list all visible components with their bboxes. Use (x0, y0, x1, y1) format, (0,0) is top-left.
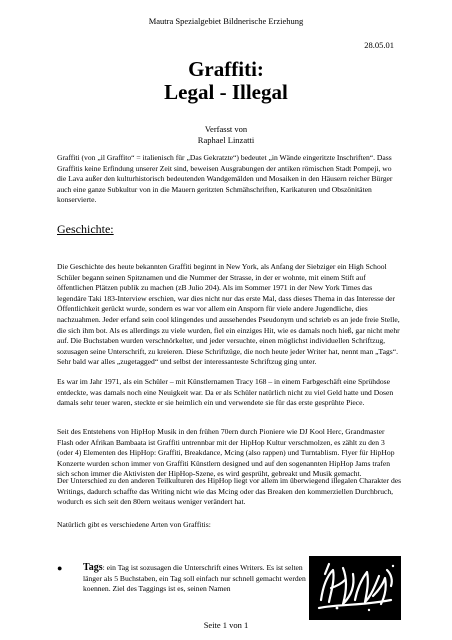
paragraph-spraycan: Es war im Jahr 1971, als ein Schüler – mit Künstlernamen Tracy 168 – in einem Farbgeschäft eine Sprühdose entdeckte, was damals noch eine Neuigkeit war. Da er als Schüler natürlich nicht zu viel Geld hatte und Dosen damals sehr teuer waren, steckte er sie heimlich ein und verwendete sie für das erste gesprühte Piece. (57, 377, 394, 408)
section-heading: Geschichte: (57, 222, 114, 236)
header-subject: Mautra Spezialgebiet Bildnerische Erziehung (148, 16, 304, 26)
page-number: Seite 1 von 1 (203, 620, 249, 630)
intro-paragraph: Graffiti (von „il Graffito“ = italienisch für „Das Gekratzte“) bedeutet „in Wände eingeritzte Inschriften“. Dass Graffitis keine Erfindung unserer Zeit sind, beweisen Ausgrabungen der antiken römischen Stadt Pompeji, wo die Lava außer den kulturhistorisch bedeutenden Wandgemälden und Mosaiken in den Häusern reicher Bürger auch eine ganze Subkultur von in die Mauern geritzten Schmähschriften, Karikaturen und Obszönitäten konservierte. (57, 153, 393, 205)
paragraph-types-intro: Natürlich gibt es verschiedene Arten von Graffitis: (57, 520, 211, 529)
title-line-1: Graffiti: (188, 57, 264, 81)
paragraph-difference: Der Unterschied zu den anderen Teilkulturen des HipHop liegt vor allem im überwiegend illegalen Charakter des Writings, dadurch schaffte das Writing nicht wie das Mcing oder das Breaken den kommerziellen Durchbruch, wodurch es sich seit den 80ern weitaus weniger verändert hat. (57, 476, 402, 507)
bullet-term: Tags (83, 562, 103, 573)
paragraph-history: Die Geschichte des heute bekannten Graffiti beginnt in New York, als Anfang der Siebziger ein High School Schüler begann seinen Spitznamen und die Nummer der Strasse, in der er wohnte, mit einem Stift auf öffentlichen Plätzen publik zu machen (zB Julio 204). Als im Sommer 1971 in der New York Times das legendäre Taki 183-Interview erschien, war dies nicht nur das erste Mal, dass dieses Thema in das Interesse der Öffentlichkeit gerückt wurde, sondern es war vor allem ein Ansporn für viele andere Jugendliche, dies nachzuahmen. Jeder erfand sein cool klingendes und aussehendes Pseudonym und schrieb es an jede freie Stelle, die sich ihm bot. Als es allerdings zu viele wurden, fiel ein einziges Hit, wie es damals noch hieß, gar nicht mehr auf. Die Buchstaben wurden verschnörkelter, und jeder versuchte, einen möglichst individuellen Schriftzug, sozusagen seine Unterschrift, zu kreieren. Diese Schriftzüge, die noch heute jeder Writer hat, nennt man „Tags“. Sehr bald war alles „zugetagged“ und selbst der interessanteste Schriftzug ging unter. (57, 262, 400, 367)
header-date: 28.05.01 (364, 40, 394, 50)
graffiti-tag-image (309, 556, 401, 620)
author-name: Raphael Linzatti (197, 135, 255, 145)
title-line-2: Legal - Illegal (164, 80, 288, 104)
bullet-text-block (83, 563, 308, 595)
paragraph-hiphop: Seit des Entstehens von HipHop Musik in den frühen 70ern durch Pioniere wie DJ Kool Herc, Grandmaster Flash oder Afrikan Bambaata ist Graffiti untrennbar mit der HipHop Kultur verschmolzen, es zählt zu den 3 (oder 4) Elementen des HipHop: Graffiti, Breakdance, Mcing (also rappen) und Turntablism. Flyer für HipHop Konzerte wurden schon immer von Graffiti Künstlern designed und auf den sogenannten HipHop Jams trafen sich schon immer die Aktivisten der HipHop-Szene, es wird gesprüht, gebreakt und Musik gemacht. (57, 427, 395, 479)
graffiti-tag-drawing (309, 556, 401, 620)
bullet-description: : ein Tag ist sozusagen die Unterschrift eines Writers. Es ist selten länger als 5 Buchstaben, ein Tag soll einfach nur schnell gemacht werden koennen. Ziel des Taggings ist es, seinen Namen (83, 563, 306, 594)
author-block (0, 124, 452, 146)
author-label: Verfasst von (204, 124, 248, 134)
bullet-icon: ● (57, 563, 63, 573)
